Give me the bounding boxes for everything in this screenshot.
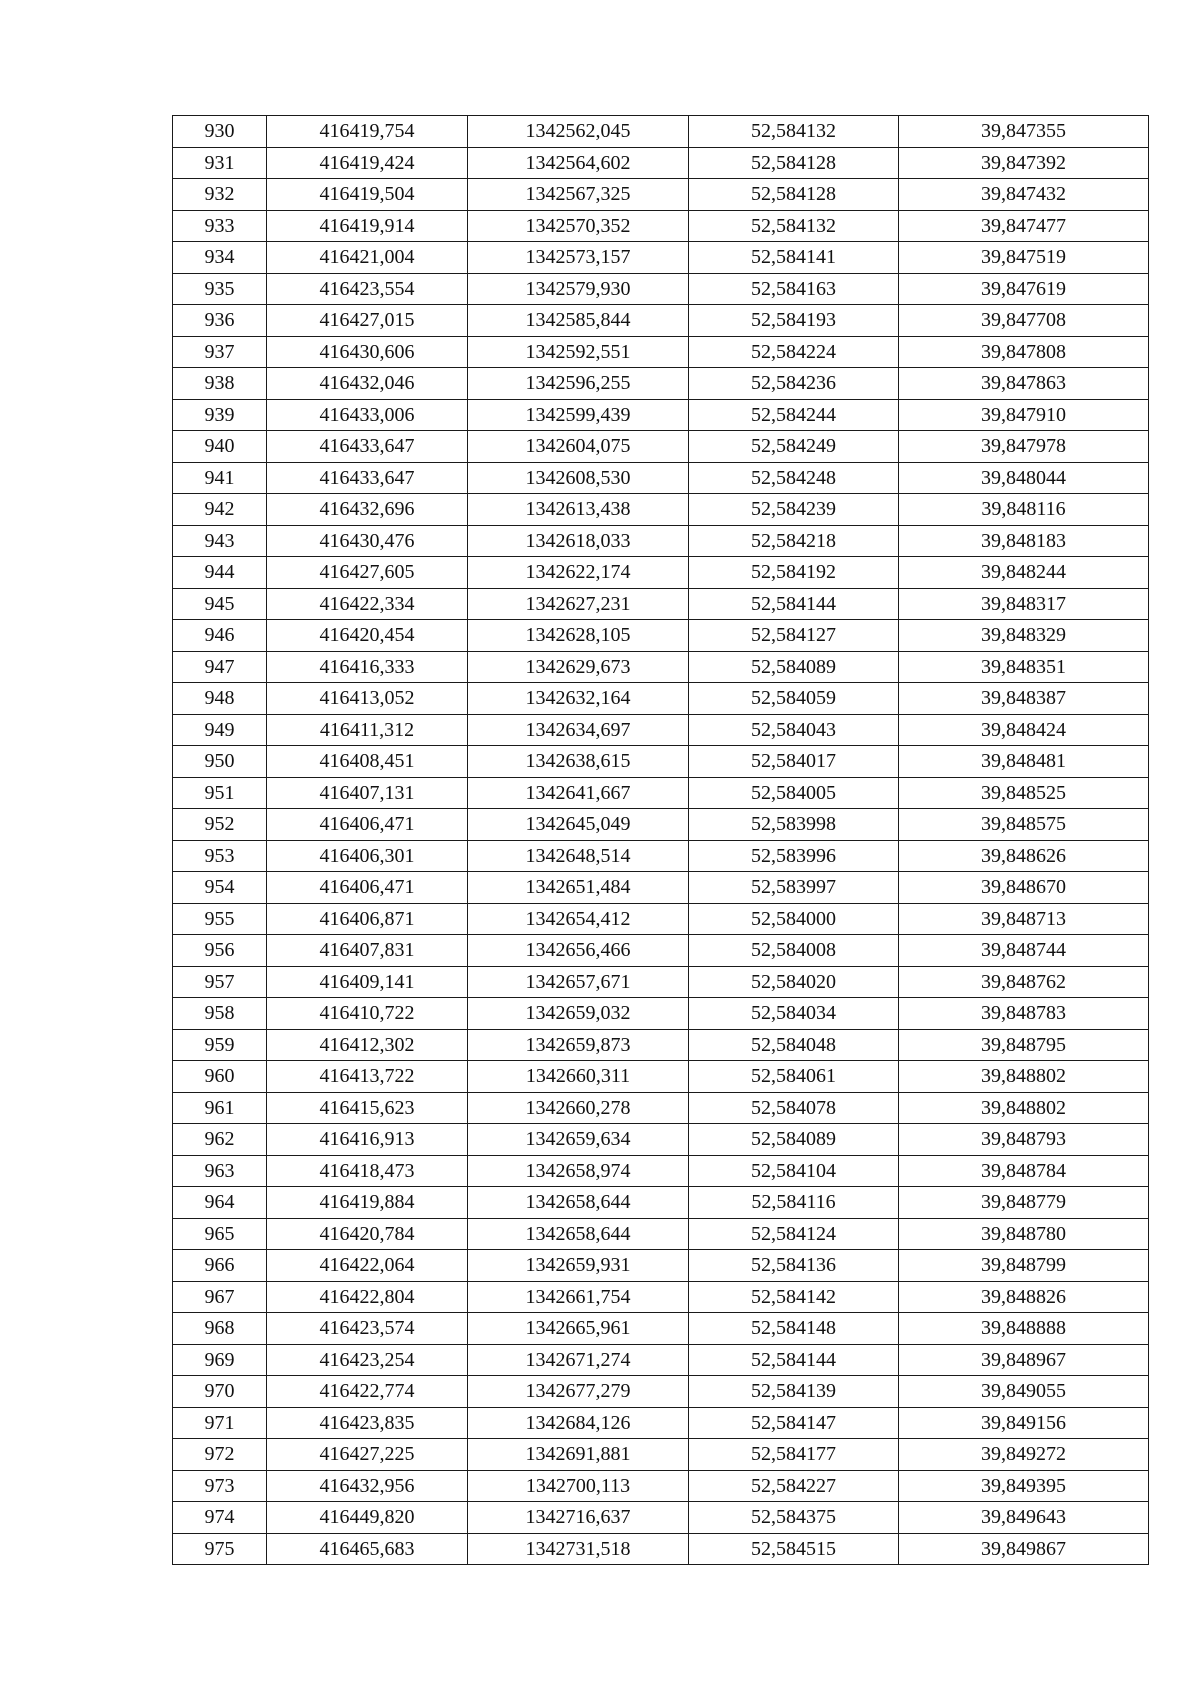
point-number-cell: 962 [173,1124,267,1156]
longitude-cell: 39,848713 [899,903,1149,935]
point-number-cell: 974 [173,1502,267,1534]
table-row [173,1281,1149,1313]
table-row [173,809,1149,841]
longitude-cell: 39,848795 [899,1029,1149,1061]
y-coordinate-cell: 1342562,045 [468,116,689,148]
table-row [173,903,1149,935]
y-coordinate-cell: 1342634,697 [468,714,689,746]
y-coordinate-cell: 1342596,255 [468,368,689,400]
latitude-cell: 52,584017 [689,746,899,778]
longitude-cell: 39,848826 [899,1281,1149,1313]
coordinates-table [172,115,1149,1565]
y-coordinate-cell: 1342665,961 [468,1313,689,1345]
x-coordinate-cell: 416419,504 [267,179,468,211]
latitude-cell: 52,584147 [689,1407,899,1439]
longitude-cell: 39,847519 [899,242,1149,274]
latitude-cell: 52,584218 [689,525,899,557]
table-row [173,1124,1149,1156]
longitude-cell: 39,848481 [899,746,1149,778]
longitude-cell: 39,848802 [899,1061,1149,1093]
table-row [173,872,1149,904]
longitude-cell: 39,849395 [899,1470,1149,1502]
y-coordinate-cell: 1342645,049 [468,809,689,841]
table-row [173,462,1149,494]
y-coordinate-cell: 1342659,873 [468,1029,689,1061]
table-row [173,1092,1149,1124]
table-row [173,210,1149,242]
x-coordinate-cell: 416421,004 [267,242,468,274]
point-number-cell: 959 [173,1029,267,1061]
longitude-cell: 39,848244 [899,557,1149,589]
point-number-cell: 953 [173,840,267,872]
latitude-cell: 52,584005 [689,777,899,809]
table-row [173,525,1149,557]
point-number-cell: 930 [173,116,267,148]
latitude-cell: 52,584127 [689,620,899,652]
latitude-cell: 52,584163 [689,273,899,305]
longitude-cell: 39,849272 [899,1439,1149,1471]
x-coordinate-cell: 416420,454 [267,620,468,652]
longitude-cell: 39,847910 [899,399,1149,431]
y-coordinate-cell: 1342659,931 [468,1250,689,1282]
longitude-cell: 39,848799 [899,1250,1149,1282]
latitude-cell: 52,584148 [689,1313,899,1345]
y-coordinate-cell: 1342632,164 [468,683,689,715]
point-number-cell: 971 [173,1407,267,1439]
point-number-cell: 952 [173,809,267,841]
x-coordinate-cell: 416433,647 [267,431,468,463]
latitude-cell: 52,584089 [689,651,899,683]
y-coordinate-cell: 1342656,466 [468,935,689,967]
y-coordinate-cell: 1342627,231 [468,588,689,620]
point-number-cell: 956 [173,935,267,967]
y-coordinate-cell: 1342629,673 [468,651,689,683]
longitude-cell: 39,848044 [899,462,1149,494]
longitude-cell: 39,847355 [899,116,1149,148]
y-coordinate-cell: 1342671,274 [468,1344,689,1376]
longitude-cell: 39,848888 [899,1313,1149,1345]
y-coordinate-cell: 1342585,844 [468,305,689,337]
x-coordinate-cell: 416407,831 [267,935,468,967]
x-coordinate-cell: 416422,064 [267,1250,468,1282]
y-coordinate-cell: 1342573,157 [468,242,689,274]
y-coordinate-cell: 1342691,881 [468,1439,689,1471]
longitude-cell: 39,847708 [899,305,1149,337]
longitude-cell: 39,848779 [899,1187,1149,1219]
latitude-cell: 52,584144 [689,1344,899,1376]
x-coordinate-cell: 416423,574 [267,1313,468,1345]
longitude-cell: 39,848967 [899,1344,1149,1376]
point-number-cell: 941 [173,462,267,494]
x-coordinate-cell: 416433,647 [267,462,468,494]
latitude-cell: 52,584043 [689,714,899,746]
point-number-cell: 948 [173,683,267,715]
table-row [173,1250,1149,1282]
y-coordinate-cell: 1342658,644 [468,1218,689,1250]
x-coordinate-cell: 416419,884 [267,1187,468,1219]
y-coordinate-cell: 1342579,930 [468,273,689,305]
x-coordinate-cell: 416427,015 [267,305,468,337]
point-number-cell: 933 [173,210,267,242]
latitude-cell: 52,584089 [689,1124,899,1156]
y-coordinate-cell: 1342716,637 [468,1502,689,1534]
point-number-cell: 957 [173,966,267,998]
table-row [173,305,1149,337]
latitude-cell: 52,584008 [689,935,899,967]
longitude-cell: 39,848780 [899,1218,1149,1250]
x-coordinate-cell: 416407,131 [267,777,468,809]
y-coordinate-cell: 1342628,105 [468,620,689,652]
x-coordinate-cell: 416432,956 [267,1470,468,1502]
longitude-cell: 39,847808 [899,336,1149,368]
latitude-cell: 52,584061 [689,1061,899,1093]
latitude-cell: 52,584193 [689,305,899,337]
x-coordinate-cell: 416416,333 [267,651,468,683]
longitude-cell: 39,849156 [899,1407,1149,1439]
y-coordinate-cell: 1342651,484 [468,872,689,904]
table-row [173,1187,1149,1219]
point-number-cell: 970 [173,1376,267,1408]
table-row [173,1313,1149,1345]
table-row [173,179,1149,211]
y-coordinate-cell: 1342654,412 [468,903,689,935]
latitude-cell: 52,584128 [689,179,899,211]
y-coordinate-cell: 1342659,634 [468,1124,689,1156]
x-coordinate-cell: 416427,605 [267,557,468,589]
latitude-cell: 52,584116 [689,1187,899,1219]
latitude-cell: 52,584136 [689,1250,899,1282]
point-number-cell: 939 [173,399,267,431]
x-coordinate-cell: 416423,835 [267,1407,468,1439]
point-number-cell: 931 [173,147,267,179]
x-coordinate-cell: 416449,820 [267,1502,468,1534]
point-number-cell: 949 [173,714,267,746]
point-number-cell: 967 [173,1281,267,1313]
table-row [173,368,1149,400]
point-number-cell: 940 [173,431,267,463]
table-row [173,116,1149,148]
latitude-cell: 52,584124 [689,1218,899,1250]
longitude-cell: 39,847978 [899,431,1149,463]
latitude-cell: 52,584515 [689,1533,899,1565]
x-coordinate-cell: 416423,254 [267,1344,468,1376]
longitude-cell: 39,848802 [899,1092,1149,1124]
y-coordinate-cell: 1342731,518 [468,1533,689,1565]
table-row [173,840,1149,872]
latitude-cell: 52,583997 [689,872,899,904]
y-coordinate-cell: 1342660,278 [468,1092,689,1124]
point-number-cell: 950 [173,746,267,778]
latitude-cell: 52,584248 [689,462,899,494]
y-coordinate-cell: 1342564,602 [468,147,689,179]
point-number-cell: 954 [173,872,267,904]
table-row [173,935,1149,967]
point-number-cell: 947 [173,651,267,683]
latitude-cell: 52,584104 [689,1155,899,1187]
point-number-cell: 955 [173,903,267,935]
longitude-cell: 39,848387 [899,683,1149,715]
point-number-cell: 944 [173,557,267,589]
point-number-cell: 942 [173,494,267,526]
point-number-cell: 938 [173,368,267,400]
table-row [173,1218,1149,1250]
y-coordinate-cell: 1342613,438 [468,494,689,526]
table-row [173,620,1149,652]
x-coordinate-cell: 416408,451 [267,746,468,778]
y-coordinate-cell: 1342648,514 [468,840,689,872]
x-coordinate-cell: 416415,623 [267,1092,468,1124]
longitude-cell: 39,849055 [899,1376,1149,1408]
x-coordinate-cell: 416422,804 [267,1281,468,1313]
x-coordinate-cell: 416406,471 [267,809,468,841]
x-coordinate-cell: 416420,784 [267,1218,468,1250]
y-coordinate-cell: 1342608,530 [468,462,689,494]
x-coordinate-cell: 416422,774 [267,1376,468,1408]
y-coordinate-cell: 1342592,551 [468,336,689,368]
y-coordinate-cell: 1342700,113 [468,1470,689,1502]
point-number-cell: 937 [173,336,267,368]
longitude-cell: 39,848744 [899,935,1149,967]
table-row [173,1407,1149,1439]
table-row [173,399,1149,431]
point-number-cell: 943 [173,525,267,557]
longitude-cell: 39,848626 [899,840,1149,872]
latitude-cell: 52,584142 [689,1281,899,1313]
coordinates-table-body [173,116,1149,1565]
y-coordinate-cell: 1342660,311 [468,1061,689,1093]
point-number-cell: 945 [173,588,267,620]
table-row [173,777,1149,809]
table-row [173,557,1149,589]
table-row [173,1439,1149,1471]
point-number-cell: 946 [173,620,267,652]
x-coordinate-cell: 416406,471 [267,872,468,904]
latitude-cell: 52,584227 [689,1470,899,1502]
point-number-cell: 961 [173,1092,267,1124]
latitude-cell: 52,584048 [689,1029,899,1061]
table-row [173,746,1149,778]
y-coordinate-cell: 1342570,352 [468,210,689,242]
latitude-cell: 52,584132 [689,116,899,148]
table-row [173,242,1149,274]
latitude-cell: 52,584249 [689,431,899,463]
point-number-cell: 935 [173,273,267,305]
y-coordinate-cell: 1342622,174 [468,557,689,589]
point-number-cell: 960 [173,1061,267,1093]
x-coordinate-cell: 416410,722 [267,998,468,1030]
table-row [173,966,1149,998]
x-coordinate-cell: 416433,006 [267,399,468,431]
point-number-cell: 973 [173,1470,267,1502]
latitude-cell: 52,584000 [689,903,899,935]
point-number-cell: 951 [173,777,267,809]
point-number-cell: 964 [173,1187,267,1219]
latitude-cell: 52,584192 [689,557,899,589]
point-number-cell: 972 [173,1439,267,1471]
latitude-cell: 52,584144 [689,588,899,620]
longitude-cell: 39,848317 [899,588,1149,620]
x-coordinate-cell: 416409,141 [267,966,468,998]
x-coordinate-cell: 416416,913 [267,1124,468,1156]
longitude-cell: 39,848670 [899,872,1149,904]
table-row [173,1155,1149,1187]
latitude-cell: 52,584128 [689,147,899,179]
longitude-cell: 39,848183 [899,525,1149,557]
y-coordinate-cell: 1342599,439 [468,399,689,431]
y-coordinate-cell: 1342684,126 [468,1407,689,1439]
table-row [173,273,1149,305]
x-coordinate-cell: 416432,696 [267,494,468,526]
longitude-cell: 39,848575 [899,809,1149,841]
point-number-cell: 965 [173,1218,267,1250]
x-coordinate-cell: 416430,606 [267,336,468,368]
latitude-cell: 52,584139 [689,1376,899,1408]
latitude-cell: 52,583998 [689,809,899,841]
latitude-cell: 52,584244 [689,399,899,431]
latitude-cell: 52,584078 [689,1092,899,1124]
x-coordinate-cell: 416419,424 [267,147,468,179]
table-row [173,494,1149,526]
x-coordinate-cell: 416406,871 [267,903,468,935]
table-row [173,1502,1149,1534]
table-row [173,714,1149,746]
table-row [173,431,1149,463]
point-number-cell: 975 [173,1533,267,1565]
table-row [173,683,1149,715]
latitude-cell: 52,584020 [689,966,899,998]
latitude-cell: 52,583996 [689,840,899,872]
latitude-cell: 52,584034 [689,998,899,1030]
latitude-cell: 52,584236 [689,368,899,400]
point-number-cell: 963 [173,1155,267,1187]
x-coordinate-cell: 416406,301 [267,840,468,872]
y-coordinate-cell: 1342659,032 [468,998,689,1030]
x-coordinate-cell: 416418,473 [267,1155,468,1187]
longitude-cell: 39,847432 [899,179,1149,211]
point-number-cell: 958 [173,998,267,1030]
latitude-cell: 52,584132 [689,210,899,242]
x-coordinate-cell: 416413,052 [267,683,468,715]
point-number-cell: 932 [173,179,267,211]
table-row [173,1376,1149,1408]
latitude-cell: 52,584177 [689,1439,899,1471]
longitude-cell: 39,847477 [899,210,1149,242]
longitude-cell: 39,848525 [899,777,1149,809]
longitude-cell: 39,848329 [899,620,1149,652]
longitude-cell: 39,847392 [899,147,1149,179]
table-row [173,1061,1149,1093]
x-coordinate-cell: 416427,225 [267,1439,468,1471]
table-row [173,651,1149,683]
table-row [173,998,1149,1030]
longitude-cell: 39,848762 [899,966,1149,998]
longitude-cell: 39,848116 [899,494,1149,526]
latitude-cell: 52,584239 [689,494,899,526]
latitude-cell: 52,584375 [689,1502,899,1534]
y-coordinate-cell: 1342641,667 [468,777,689,809]
y-coordinate-cell: 1342658,974 [468,1155,689,1187]
latitude-cell: 52,584059 [689,683,899,715]
longitude-cell: 39,848784 [899,1155,1149,1187]
longitude-cell: 39,848783 [899,998,1149,1030]
x-coordinate-cell: 416423,554 [267,273,468,305]
x-coordinate-cell: 416413,722 [267,1061,468,1093]
table-row [173,1344,1149,1376]
x-coordinate-cell: 416432,046 [267,368,468,400]
longitude-cell: 39,848351 [899,651,1149,683]
longitude-cell: 39,847619 [899,273,1149,305]
point-number-cell: 966 [173,1250,267,1282]
point-number-cell: 934 [173,242,267,274]
x-coordinate-cell: 416419,754 [267,116,468,148]
longitude-cell: 39,847863 [899,368,1149,400]
table-row [173,1533,1149,1565]
longitude-cell: 39,848424 [899,714,1149,746]
x-coordinate-cell: 416422,334 [267,588,468,620]
latitude-cell: 52,584224 [689,336,899,368]
y-coordinate-cell: 1342604,075 [468,431,689,463]
y-coordinate-cell: 1342658,644 [468,1187,689,1219]
longitude-cell: 39,849867 [899,1533,1149,1565]
longitude-cell: 39,848793 [899,1124,1149,1156]
x-coordinate-cell: 416419,914 [267,210,468,242]
y-coordinate-cell: 1342661,754 [468,1281,689,1313]
point-number-cell: 936 [173,305,267,337]
point-number-cell: 969 [173,1344,267,1376]
y-coordinate-cell: 1342657,671 [468,966,689,998]
x-coordinate-cell: 416412,302 [267,1029,468,1061]
table-row [173,1029,1149,1061]
point-number-cell: 968 [173,1313,267,1345]
latitude-cell: 52,584141 [689,242,899,274]
x-coordinate-cell: 416465,683 [267,1533,468,1565]
y-coordinate-cell: 1342567,325 [468,179,689,211]
longitude-cell: 39,849643 [899,1502,1149,1534]
y-coordinate-cell: 1342677,279 [468,1376,689,1408]
table-row [173,588,1149,620]
x-coordinate-cell: 416411,312 [267,714,468,746]
y-coordinate-cell: 1342618,033 [468,525,689,557]
x-coordinate-cell: 416430,476 [267,525,468,557]
y-coordinate-cell: 1342638,615 [468,746,689,778]
table-row [173,1470,1149,1502]
table-row [173,336,1149,368]
table-row [173,147,1149,179]
